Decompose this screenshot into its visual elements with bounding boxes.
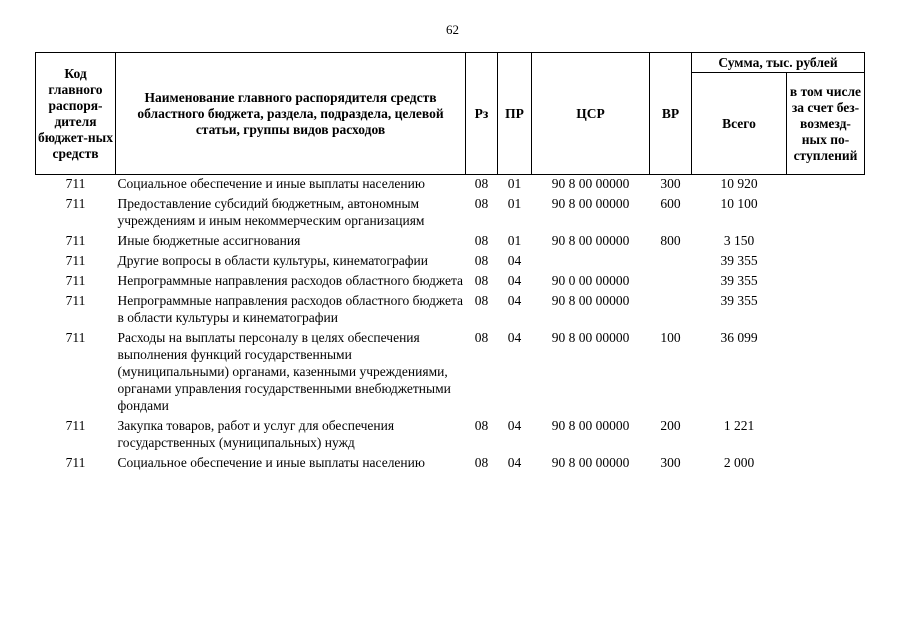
row-vtch	[787, 292, 865, 329]
page-number: 62	[446, 22, 459, 37]
table-row	[36, 175, 865, 196]
table-row	[36, 252, 865, 272]
row-rz: 08	[474, 176, 489, 191]
row-vtch	[787, 454, 865, 474]
table-body	[36, 175, 865, 475]
row-name: Расходы на выплаты персоналу в целях обеспечения выполнения функций государственными (муниципальными) органами, казенными учреждениями, органами управления государственными внебюджетными фондами	[117, 330, 451, 413]
table-row	[36, 292, 865, 329]
row-vtch	[787, 175, 865, 196]
row-name: Непрограммные направления расходов областного бюджета в области культуры и кинематографии	[117, 293, 464, 325]
row-csr: 90 8 00 00000	[551, 233, 630, 248]
row-rz: 08	[474, 253, 489, 268]
row-vr: 800	[660, 233, 681, 248]
header-summa: Сумма, тыс. рублей	[692, 53, 865, 73]
header-vtch: в том числе за счет без-возмезд-ных по-ступлений	[787, 73, 865, 175]
row-vsego: 10 920	[720, 176, 758, 191]
header-vsego: Всего	[692, 73, 787, 175]
row-vr: 300	[660, 455, 681, 470]
row-vr: 600	[660, 196, 681, 211]
row-rz: 08	[474, 233, 489, 248]
row-rz: 08	[474, 293, 489, 308]
row-pr: 01	[507, 233, 522, 248]
row-name: Другие вопросы в области культуры, кинематографии	[117, 253, 428, 268]
row-vr	[650, 272, 692, 292]
budget-table	[35, 52, 865, 474]
row-vr	[650, 252, 692, 272]
header-csr: ЦСР	[532, 53, 650, 175]
row-csr: 90 8 00 00000	[551, 330, 630, 345]
row-rz: 08	[474, 330, 489, 345]
row-vtch	[787, 417, 865, 454]
header-rz: Рз	[466, 53, 498, 175]
row-vsego: 2 000	[723, 455, 755, 470]
table-row	[36, 417, 865, 454]
row-pr: 01	[507, 196, 522, 211]
row-pr: 04	[507, 253, 522, 268]
row-kod: 711	[65, 176, 86, 191]
row-vr: 200	[660, 418, 681, 433]
row-vsego: 10 100	[720, 196, 758, 211]
row-rz: 08	[474, 273, 489, 288]
row-pr: 01	[507, 176, 522, 191]
row-pr: 04	[507, 418, 522, 433]
row-name: Социальное обеспечение и иные выплаты населению	[117, 455, 425, 470]
row-vr: 300	[660, 176, 681, 191]
row-csr: 90 8 00 00000	[551, 418, 630, 433]
row-vsego: 1 221	[723, 418, 755, 433]
row-pr: 04	[507, 455, 522, 470]
row-kod: 711	[65, 196, 86, 211]
row-name: Социальное обеспечение и иные выплаты населению	[117, 176, 425, 191]
row-pr: 04	[507, 293, 522, 308]
row-vr: 100	[660, 330, 681, 345]
row-vr	[650, 292, 692, 329]
row-name: Иные бюджетные ассигнования	[117, 233, 301, 248]
row-vtch	[787, 272, 865, 292]
row-kod: 711	[65, 253, 86, 268]
row-name: Предоставление субсидий бюджетным, автономным учреждениям и иным некоммерческим организациям	[117, 196, 425, 228]
row-kod: 711	[65, 293, 86, 308]
row-kod: 711	[65, 455, 86, 470]
row-csr: 90 8 00 00000	[551, 196, 630, 211]
table-row	[36, 232, 865, 252]
row-name: Закупка товаров, работ и услуг для обеспечения государственных (муниципальных) нужд	[117, 418, 395, 450]
row-pr: 04	[507, 330, 522, 345]
row-csr: 90 0 00 00000	[551, 273, 630, 288]
row-vtch	[787, 329, 865, 417]
row-csr: 90 8 00 00000	[551, 455, 630, 470]
row-vtch	[787, 232, 865, 252]
row-kod: 711	[65, 273, 86, 288]
row-vtch	[787, 195, 865, 232]
row-kod: 711	[65, 233, 86, 248]
table-row	[36, 195, 865, 232]
row-vsego: 39 355	[720, 293, 758, 308]
row-csr	[532, 252, 650, 272]
row-name: Непрограммные направления расходов областного бюджета	[117, 273, 464, 288]
row-csr: 90 8 00 00000	[551, 176, 630, 191]
row-pr: 04	[507, 273, 522, 288]
row-csr: 90 8 00 00000	[551, 293, 630, 308]
header-name: Наименование главного распорядителя средств областного бюджета, раздела, подраздела, целевой статьи, группы видов расходов	[116, 53, 466, 175]
row-rz: 08	[474, 418, 489, 433]
row-rz: 08	[474, 196, 489, 211]
table-row	[36, 454, 865, 474]
row-kod: 711	[65, 330, 86, 345]
row-rz: 08	[474, 455, 489, 470]
row-vtch	[787, 252, 865, 272]
row-vsego: 3 150	[723, 233, 755, 248]
row-vsego: 39 355	[720, 253, 758, 268]
row-kod: 711	[65, 418, 86, 433]
table-row	[36, 329, 865, 417]
row-vsego: 39 355	[720, 273, 758, 288]
header-pr: ПР	[498, 53, 532, 175]
row-vsego: 36 099	[720, 330, 758, 345]
table-row	[36, 272, 865, 292]
header-kod: Код главного распоря-дителя бюджет-ных средств	[36, 53, 116, 175]
header-vr: ВР	[650, 53, 692, 175]
